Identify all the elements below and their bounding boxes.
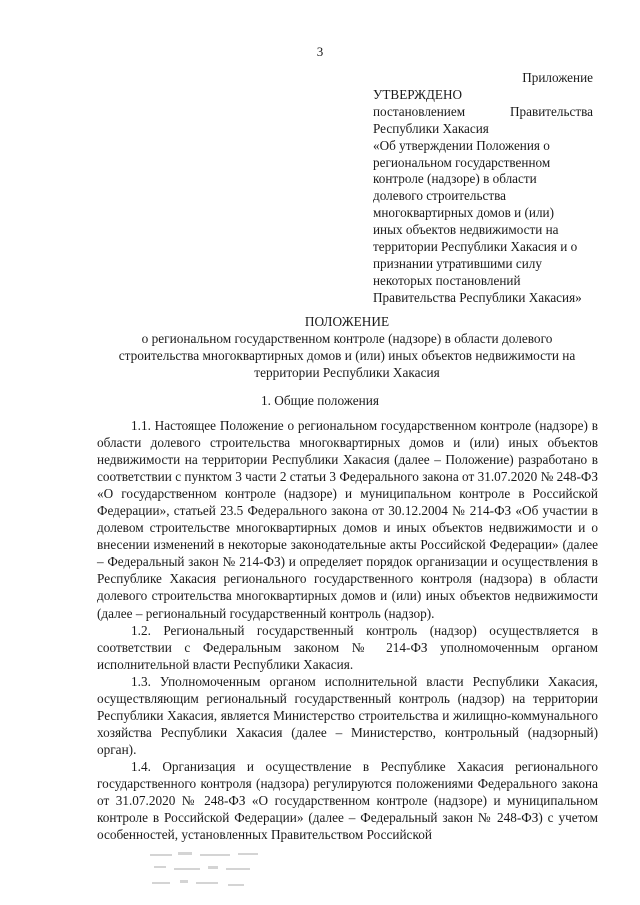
approval-line: некоторых постановлений (373, 272, 521, 288)
approval-line: многоквартирных домов и (или) (373, 205, 554, 221)
approval-block (373, 70, 593, 307)
document-subtitle-line: территории Республики Хакасия (254, 365, 440, 380)
scan-noise-mark (148, 848, 268, 896)
approval-line: постановлением Правительства (373, 103, 593, 119)
appendix-label: Приложение (522, 70, 593, 85)
approval-line: признании утратившими силу (373, 255, 542, 271)
page-number: 3 (316, 44, 324, 59)
document-subtitle-line: строительства многоквартирных домов и (или) иных объектов недвижимости на (118, 348, 576, 363)
document-subtitle-line: о региональном государственном контроле (надзоре) в области долевого (141, 331, 553, 346)
paragraph: 1.1. Настоящее Положение о региональном государственном контроле (надзоре) в области долевого строительства многоквартирных домов и (или) иных объектов недвижимости на территории Республики Хакасия (далее – Положение) разработано в соответствии с пунктом 3 части 2 статьи 3 Федерального закона от 31.07.2020 № 248-ФЗ «О государственном контроле (надзоре) и муниципальном контроле в Российской Федерации», статьей 23.5 Федерального закона от 30.12.2004 № 214-ФЗ «Об участии в долевом строительстве многоквартирных домов и иных объектов недвижимости и о внесении изменений в некоторые законодательные акты Российской Федерации» (далее – Федеральный закон № 214-ФЗ) и определяет порядок организации и осуществления в Республике Хакасия регионального государственного контроля (надзора) в области долевого строительства многоквартирных домов и (или) иных объектов недвижимости (далее – региональный государственный контроль (надзор). (97, 418, 598, 621)
body-text (97, 417, 598, 843)
paragraph: 1.2. Региональный государственный контроль (надзор) осуществляется в соответствии с Федеральным законом № 214-ФЗ уполномоченным органом исполнительной власти Республики Хакасия. (97, 622, 598, 672)
paragraph: 1.4. Организация и осуществление в Республике Хакасия регионального государственного контроля (надзора) регулируются положениями Федерального закона от 31.07.2020 № 248-ФЗ «О государственном контроле (надзоре) и муниципальном контроле в Российской Федерации» (далее – Федеральный закон № 248-ФЗ) с учетом особенностей, установленных Правительством Российской (97, 758, 598, 843)
approval-line: долевого строительства (373, 188, 507, 204)
approval-line: Правительства Республики Хакасия» (373, 289, 582, 305)
section-heading: 1. Общие положения (260, 393, 380, 408)
approval-line: региональном государственном (373, 154, 551, 170)
approval-line: иных объектов недвижимости на (373, 222, 559, 238)
approved-stamp-text: УТВЕРЖДЕНО (373, 86, 463, 102)
approval-line: контроле (надзоре) в области (373, 171, 537, 187)
paragraph: 1.3. Уполномоченным органом исполнительной власти Республики Хакасия, осуществляющим региональный государственный контроль (надзор) на территории Республики Хакасия, является Министерство строительства и жилищно-коммунального хозяйства Республики Хакасия (далее – Министерство, контрольный (надзорный) орган). (97, 673, 598, 757)
approval-line: Республики Хакасия (373, 120, 489, 136)
approval-line: «Об утверждении Положения о (373, 137, 550, 153)
document-title-block (98, 313, 596, 381)
approval-line: территории Республики Хакасия и о (373, 239, 578, 255)
document-title: ПОЛОЖЕНИЕ (304, 314, 390, 329)
